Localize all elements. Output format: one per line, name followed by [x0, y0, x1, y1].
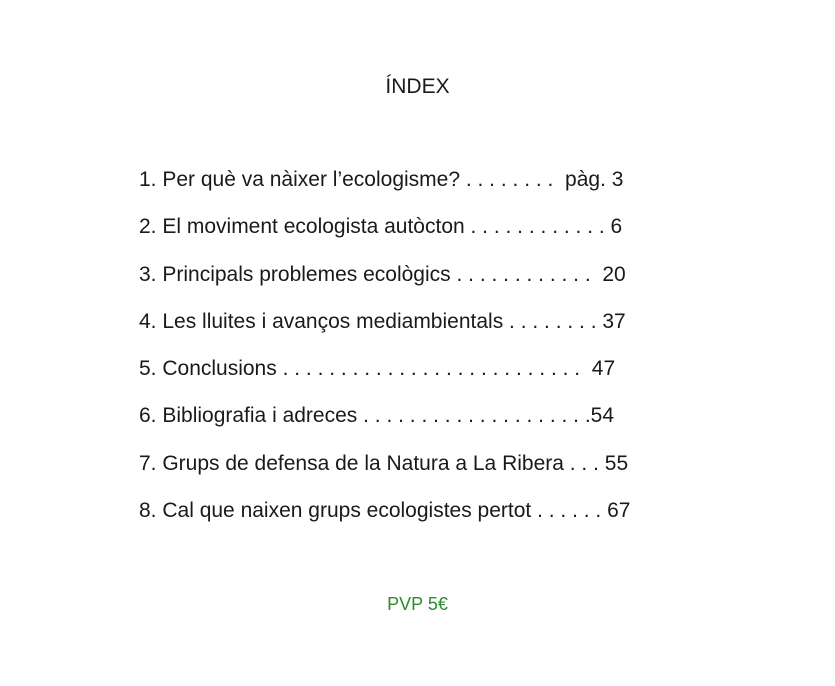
table-of-contents [139, 166, 630, 544]
toc-entry-6: 6. Bibliografia i adreces . . . . . . . . . . . . . . . . . . . .54 [139, 404, 615, 428]
toc-entry-1: 1. Per què va nàixer l’ecologisme? . . . . . . . . pàg. 3 [139, 168, 624, 191]
toc-entry-5: 5. Conclusions . . . . . . . . . . . . . . . . . . . . . . . . . . 47 [139, 357, 616, 381]
toc-entry-2: 2. El moviment ecologista autòcton . . . . . . . . . . . . 6 [139, 215, 623, 239]
price-label: PVP 5€ [387, 594, 448, 614]
toc-entry-8: 8. Cal que naixen grups ecologistes pertot . . . . . . 67 [139, 499, 631, 523]
toc-entry-4: 4. Les lluites i avanços mediambientals . . . . . . . . 37 [139, 309, 626, 333]
index-title: ÍNDEX [385, 75, 450, 98]
toc-entry-7: 7. Grups de defensa de la Natura a La Ribera . . . 55 [139, 451, 629, 475]
toc-entry-3: 3. Principals problemes ecològics . . . . . . . . . . . . 20 [139, 262, 626, 286]
